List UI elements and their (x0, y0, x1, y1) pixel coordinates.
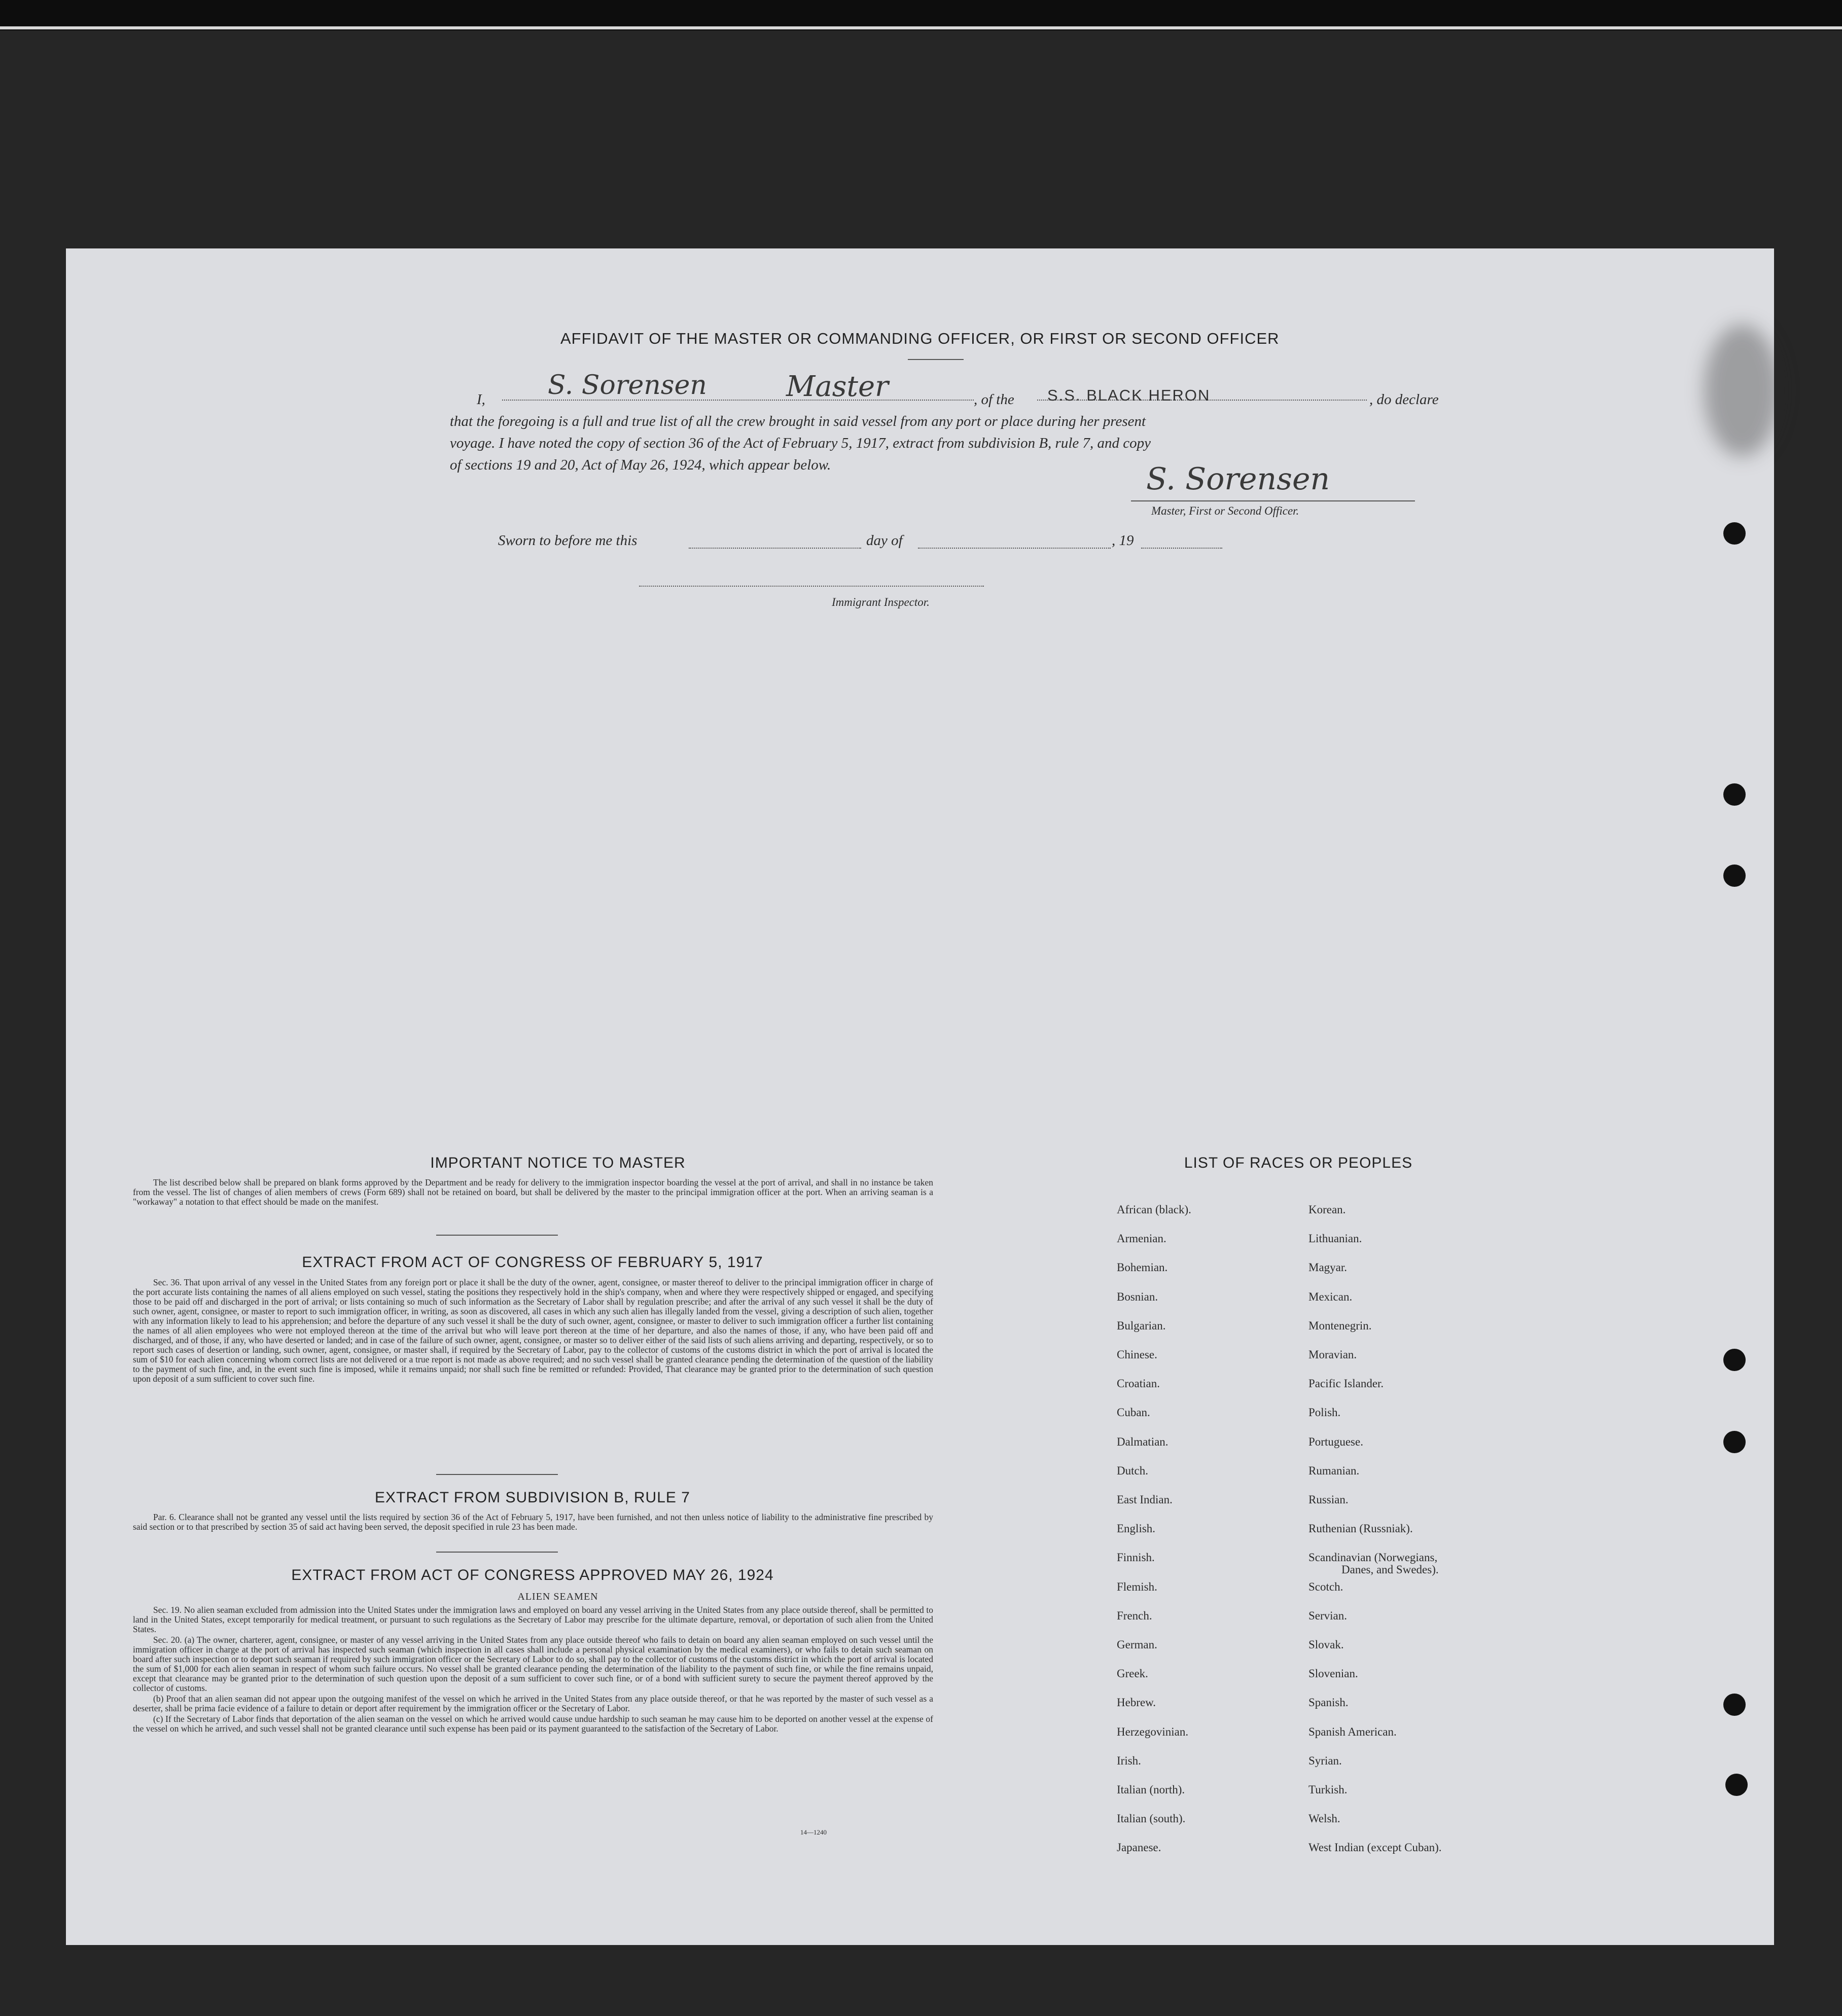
race-left-item: Dutch. (1117, 1464, 1148, 1477)
notice-text (133, 1178, 933, 1208)
binder-hole (1723, 865, 1746, 887)
race-right-item: Spanish. (1308, 1696, 1349, 1709)
race-right-item: Moravian. (1308, 1348, 1357, 1361)
race-right-item: Syrian. (1308, 1754, 1342, 1767)
rule-7-title: EXTRACT FROM SUBDIVISION B, RULE 7 (375, 1489, 690, 1506)
binder-hole (1723, 1694, 1746, 1716)
inspector-signature-line (639, 586, 984, 587)
race-left-item: Cuban. (1117, 1406, 1150, 1419)
race-left-item: East Indian. (1117, 1493, 1173, 1506)
binder-hole (1723, 783, 1746, 806)
sworn-day-line (689, 548, 861, 549)
officer-signature: S. Sorensen (1146, 461, 1330, 497)
race-left-item: Irish. (1117, 1754, 1141, 1767)
race-left-item: Finnish. (1117, 1551, 1155, 1564)
sworn-label: Sworn to before me this (498, 532, 637, 549)
race-right-item: Slovenian. (1308, 1667, 1358, 1680)
affidavit-title: AFFIDAVIT OF THE MASTER OR COMMANDING OFFICER, OR FIRST OR SECOND OFFICER (560, 330, 1280, 347)
race-left-item: Dalmatian. (1117, 1435, 1168, 1448)
declaration-line-3: voyage. I have noted the copy of section 36 of the Act of February 5, 1917, extract from subdivision B, rule 7, and copy (450, 435, 1151, 451)
race-left-item: Japanese. (1117, 1841, 1161, 1854)
signature-caption: Master, First or Second Officer. (1151, 505, 1299, 517)
section-36-paragraph: Sec. 36. That upon arrival of any vessel in the United States from any foreign port or place it shall be the duty of the owner, agent, consignee, or master thereof to deliver to the principal immigration officer in charge of the port accurate lists containing the names of all aliens employed on such vessel, stating the positions they respectively hold in the ship's company, when and where they were respectively shipped or engaged, and specifying those to be paid off and discharged in the port of arrival; or lists containing so much of such information as the Secretary of Labor shall by regulation prescribe; and after the arrival of any such vessel it shall be the duty of such owner, agent, consignee, or master to report to such immigration officer, in writing, as soon as discovered, all cases in which any such alien has illegally landed from the vessel, giving a description of such alien, together with any information likely to lead to his apprehension; and before the departure of any such vessel it shall be the duty of such owner, agent, consignee, or master to deliver to such immigration officer a further list containing the names of all alien employees who were not employed thereon at the time of the arrival but who will leave port thereon at the time of her departure, and also the names of those, if any, who have been paid off and discharged, and of those, if any, who have deserted or landed; and in case of the failure of such owner, agent, consignee, or master so to deliver either of the said lists of such aliens arriving and departing, respectively, or so to report such cases of desertion or landing, such owner, agent, consignee, or master shall, if required by the Secretary of Labor, pay to the collector of customs of the customs district in which the port of arrival is located the sum of $10 for each alien concerning whom correct lists are not delivered or a true report is not made as above required; and no such vessel shall be granted clearance pending the determination of the question of the liability to the payment of such fine, and, in the event such fine is imposed, while it remains unpaid; nor shall such fine be remitted or refunded: Provided, That clearance may be granted prior to the determination of such question upon deposit of a sum sufficient to cover such fine. (133, 1277, 933, 1384)
race-right-item: Scandinavian (Norwegians, (1308, 1551, 1438, 1564)
race-right-item: Polish. (1308, 1406, 1341, 1419)
race-left-item: English. (1117, 1522, 1156, 1535)
signature-line (1131, 500, 1415, 501)
of-the-label: , of the (974, 391, 1014, 408)
notice-title: IMPORTANT NOTICE TO MASTER (430, 1155, 686, 1171)
section-divider (436, 1552, 558, 1553)
race-right-item: Turkish. (1308, 1783, 1348, 1796)
do-declare-label: , do declare (1369, 391, 1439, 408)
race-right-item: Korean. (1308, 1203, 1346, 1216)
extract-1917-title: EXTRACT FROM ACT OF CONGRESS OF FEBRUARY 5, 1917 (302, 1254, 763, 1271)
race-left-item: Italian (north). (1117, 1783, 1185, 1796)
section-divider (436, 1474, 558, 1475)
race-right-item: Slovak. (1308, 1638, 1344, 1651)
rule-7-text (133, 1513, 933, 1533)
ink-smudge (1704, 325, 1780, 456)
sworn-year-line (1141, 548, 1222, 549)
race-right-item: Servian. (1308, 1609, 1348, 1622)
race-left-item: Armenian. (1117, 1232, 1166, 1245)
race-left-item: Herzegovinian. (1117, 1725, 1189, 1738)
notice-paragraph: The list described below shall be prepared on blank forms approved by the Department and be ready for delivery to the immigration inspector boarding the vessel at the port of arrival, and shall in no instance be taken from the vessel. The list of changes of alien members of crews (Form 689) shall not be retained on board, but shall be delivered by the master to the principal immigration officer at the port. When an arriving seaman is a "workaway" a notation to that effect should be made on the manifest. (133, 1177, 933, 1207)
race-left-item: Greek. (1117, 1667, 1148, 1680)
alien-seamen-subtitle: ALIEN SEAMEN (517, 1591, 598, 1602)
race-left-item: Chinese. (1117, 1348, 1157, 1361)
race-right-item: Rumanian. (1308, 1464, 1360, 1477)
handwritten-name: S. Sorensen (548, 370, 707, 401)
race-right-item: Mexican. (1308, 1290, 1353, 1303)
race-left-item: African (black). (1117, 1203, 1191, 1216)
race-right-item: Portuguese. (1308, 1435, 1363, 1448)
sworn-month-line (918, 548, 1111, 549)
section-20c-paragraph: (c) If the Secretary of Labor finds that deportation of the alien seaman on the vessel on which he arrived would cause undue hardship to such seaman he may cause him to be deported on another vessel at the expense of the vessel on which he arrived, and such vessel shall not be granted clearance until such expense has been paid or its payment guaranteed to the satisfaction of the Secretary of Labor. (133, 1714, 933, 1734)
race-left-item: Bosnian. (1117, 1290, 1158, 1303)
section-20b-paragraph: (b) Proof that an alien seaman did not appear upon the outgoing manifest of the vessel on which he arrived in the United States from any place outside thereof, or that he was reported by the master of such vessel as a deserter, shall be prima facie evidence of a failure to detain or deport after requirement by the immigration officer or the Secretary of Labor. (133, 1694, 933, 1713)
race-right-item: Scotch. (1308, 1580, 1343, 1593)
extract-1924-title: EXTRACT FROM ACT OF CONGRESS APPROVED MAY 26, 1924 (291, 1567, 774, 1583)
extract-1917-text (133, 1278, 933, 1385)
races-title: LIST OF RACES OR PEOPLES (1184, 1155, 1413, 1171)
race-right-item: Lithuanian. (1308, 1232, 1362, 1245)
section-divider (436, 1235, 558, 1236)
day-of-label: day of (866, 532, 903, 549)
race-right-item: Spanish American. (1308, 1725, 1397, 1738)
year-label: , 19 (1112, 532, 1134, 549)
race-right-item: Russian. (1308, 1493, 1349, 1506)
declaration-line-2: that the foregoing is a full and true list of all the crew brought in said vessel from any port or place during her present (450, 413, 1146, 429)
section-20a-paragraph: Sec. 20. (a) The owner, charterer, agent, consignee, or master of any vessel arriving in the United States from any place outside thereof who fails to detain on board any alien seaman employed on such vessel until the immigration officer in charge at the port of arrival has inspected such seaman (which inspection in all cases shall include a personal physical examination by the medical examiners), or who fails to detain such seaman on board after such inspection or to deport such seaman if required by such immigration officer or the Secretary of Labor to do so, shall pay to the collector of customs of the customs district in which the port of arrival is located the sum of $1,000 for each alien seaman in respect of whom such failure occurs. No vessel shall be granted clearance pending the determination of the liability to the payment of such fine, or while the fine remains unpaid, except that clearance may be granted prior to the determination of such question upon the deposit of a sum sufficient to cover such fine, or of a bond with sufficient surety to secure the payment thereof approved by the collector of customs. (133, 1635, 933, 1693)
race-left-item: Bulgarian. (1117, 1319, 1166, 1332)
i-label: I, (477, 391, 485, 408)
document-sheet (66, 248, 1774, 1945)
handwritten-rank: Master (786, 370, 889, 403)
race-left-item: French. (1117, 1609, 1152, 1622)
title-underline (908, 359, 964, 360)
race-left-item: Italian (south). (1117, 1812, 1186, 1825)
vessel-name: S.S. BLACK HERON (1047, 386, 1211, 404)
race-right-item: Montenegrin. (1308, 1319, 1372, 1332)
race-right-item: Ruthenian (Russniak). (1308, 1522, 1413, 1535)
race-left-item: Croatian. (1117, 1377, 1160, 1390)
scanner-top-edge (0, 26, 1842, 29)
race-right-item: Welsh. (1308, 1812, 1340, 1825)
race-right-item-continuation: Danes, and Swedes). (1341, 1563, 1439, 1576)
extract-1924-text (133, 1605, 933, 1735)
form-number: 14—1240 (800, 1828, 827, 1836)
race-left-item: Bohemian. (1117, 1261, 1168, 1274)
race-left-item: Hebrew. (1117, 1696, 1156, 1709)
race-right-item: West Indian (except Cuban). (1308, 1841, 1442, 1854)
binder-hole (1723, 1431, 1746, 1453)
race-right-item: Magyar. (1308, 1261, 1348, 1274)
race-right-item: Pacific Islander. (1308, 1377, 1384, 1390)
race-left-item: Flemish. (1117, 1580, 1157, 1593)
race-left-item: German. (1117, 1638, 1157, 1651)
rule-7-paragraph: Par. 6. Clearance shall not be granted any vessel until the lists required by section 36 of the Act of February 5, 1917, have been furnished, and not then unless notice of liability to the administrative fine prescribed by said section or to that prescribed by section 35 of said act having been served, the deposit specified in rule 23 has been made. (133, 1512, 933, 1532)
inspector-caption: Immigrant Inspector. (832, 596, 930, 608)
binder-hole (1725, 1774, 1748, 1796)
binder-hole (1723, 522, 1746, 545)
binder-hole (1723, 1349, 1746, 1371)
scanner-top-band (0, 0, 1842, 30)
declaration-line-4: of sections 19 and 20, Act of May 26, 1924, which appear below. (450, 457, 831, 473)
section-19-paragraph: Sec. 19. No alien seaman excluded from admission into the United States under the immigration laws and employed on board any vessel arriving in the United States from any place outside thereof, shall be permitted to land in the United States, except temporarily for medical treatment, or pursuant to such regulations as the Secretary of Labor may prescribe for the ultimate departure, removal, or deportation of such alien from the United States. (133, 1605, 933, 1634)
